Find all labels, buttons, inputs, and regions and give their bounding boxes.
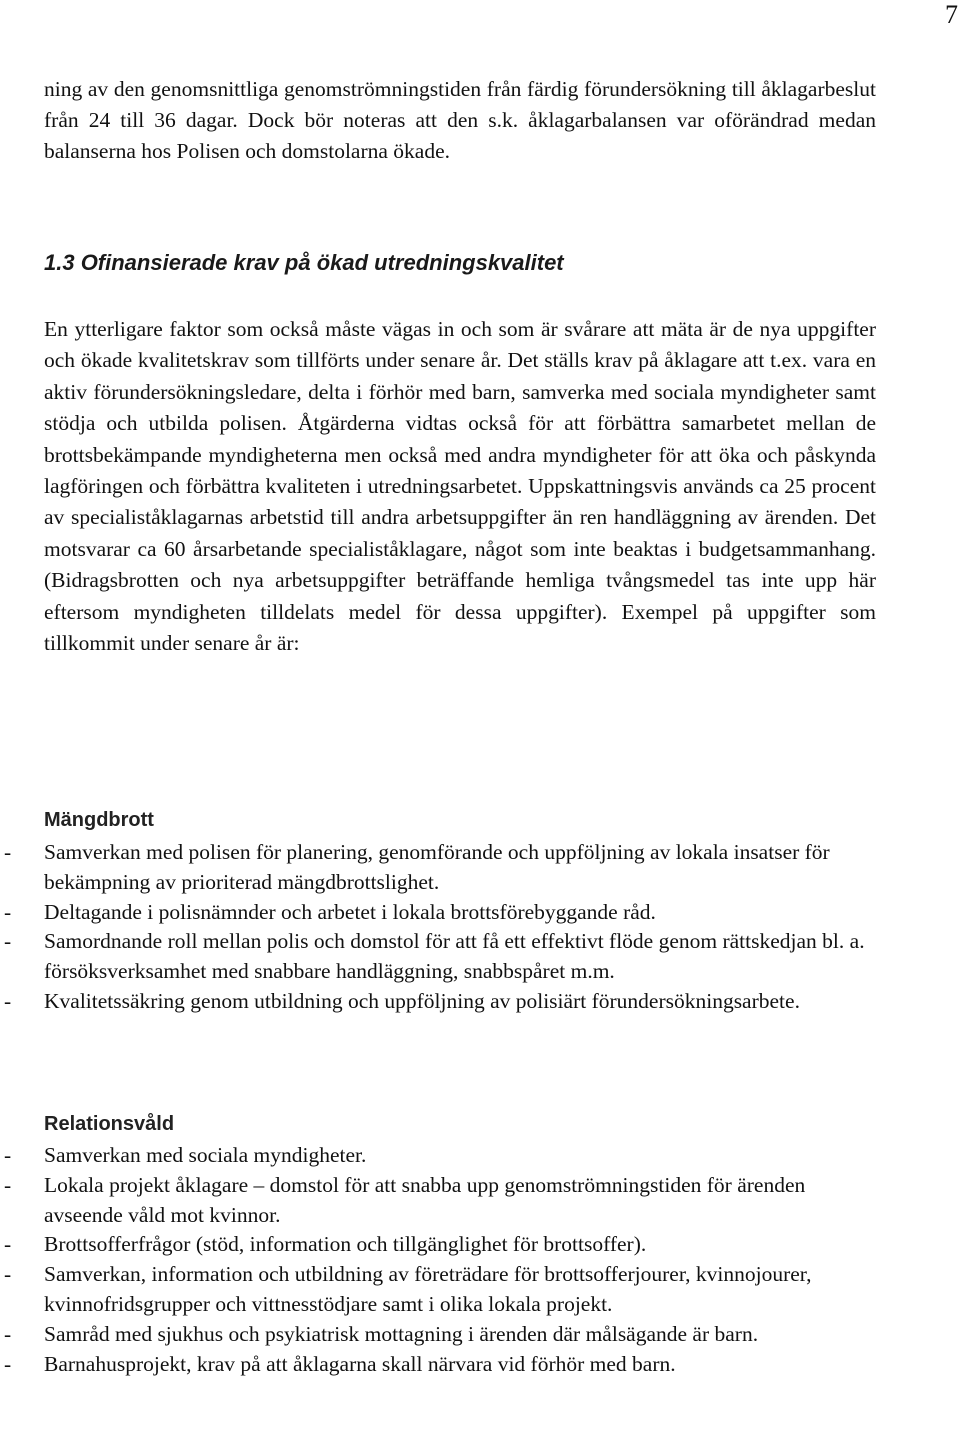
list-item <box>4 1230 876 1260</box>
subheading-mangdbrott: Mängdbrott <box>44 809 154 831</box>
list-item-text: Samverkan med polisen för planering, genomförande och uppföljning av lokala insatser för bekämpning av prioriterad mängdbrottslighet. <box>44 840 830 894</box>
dash-bullet: - <box>4 1143 12 1167</box>
list-item-text: Barnahusprojekt, krav på att åklagarna skall närvara vid förhör med barn. <box>44 1351 676 1376</box>
dash-bullet: - <box>4 899 12 924</box>
list-item-text: Lokala projekt åklagare – domstol för att snabba upp genomströmningstiden för ärenden avseende våld mot kvinnor. <box>44 1172 806 1227</box>
dash-bullet: - <box>4 1232 12 1257</box>
list-item <box>4 1350 876 1380</box>
list-mangdbrott <box>4 838 876 1017</box>
list-item <box>4 1141 876 1171</box>
dash-bullet: - <box>4 1351 12 1376</box>
list-item <box>4 927 876 987</box>
dash-bullet: - <box>4 1172 12 1197</box>
dash-bullet: - <box>4 1262 12 1287</box>
list-item-text: Kvalitetssäkring genom utbildning och uppföljning av polisiärt förundersökningsarbete. <box>44 988 800 1013</box>
page-number: 7 <box>945 0 958 29</box>
list-item-text: Samordnande roll mellan polis och domstol för att få ett effektivt flöde genom rättskedjan bl. a. försöksverksamhet med snabbare handläggning, snabbspåret m.m. <box>44 929 865 984</box>
list-item <box>4 898 876 928</box>
list-item <box>4 1320 876 1350</box>
intro-paragraph: ning av den genomsnittliga genomströmningstiden från färdig förundersökning till åklagarbeslut från 24 till 36 dagar. Dock bör noteras att den s.k. åklagarbalansen var oförändrad medan balanserna hos Polisen och domstolarna ökade. <box>44 77 876 163</box>
list-item <box>4 838 876 898</box>
list-item-text: Brottsofferfrågor (stöd, information och tillgänglighet för brottsoffer). <box>44 1232 647 1257</box>
section-heading: 1.3 Ofinansierade krav på ökad utredningskvalitet <box>44 250 564 275</box>
list-item <box>4 987 876 1017</box>
list-item <box>4 1260 876 1320</box>
list-item-text: Samverkan, information och utbildning av företrädare för brottsofferjourer, kvinnojourer, kvinnofridsgrupper och vittnesstödjare samt i olika lokala projekt. <box>44 1262 812 1316</box>
list-item-text: Samverkan med sociala myndigheter. <box>44 1143 367 1167</box>
section-paragraph: En ytterligare faktor som också måste vägas in och som är svårare att mäta är de nya uppgifter och ökade kvalitetskrav som tillförts under senare år. Det ställs krav på åklagare att t.ex. vara en aktiv förundersökningsledare, delta i förhör med barn, samverka med sociala myndigheter samt stödja och utbilda polisen. Åtgärderna vidtas också för att förbättra samarbetet mellan de brottsbekämpande myndigheterna men också med andra myndigheter för att öka och påskynda lagföringen och förbättra kvaliteten i utredningsarbetet. Uppskattningsvis används ca 25 procent av specialiståklagarnas arbetstid till andra arbetsuppgifter än ren handläggning av ärenden. Det motsvarar ca 60 årsarbetande specialiståklagare, något som inte beaktas i budgetsammanhang. (Bidragsbrotten och nya arbetsuppgifter beträffande hemliga tvångsmedel tas inte upp här eftersom myndigheten tilldelats medel för dessa uppgifter). Exempel på uppgifter som tillkommit under senare år är: <box>44 317 876 656</box>
dash-bullet: - <box>4 929 12 954</box>
list-item <box>4 1171 876 1231</box>
list-relationsvald <box>4 1141 876 1379</box>
dash-bullet: - <box>4 840 12 864</box>
subheading-relationsvald: Relationsvåld <box>44 1113 175 1135</box>
list-item-text: Samråd med sjukhus och psykiatrisk mottagning i ärenden där målsägande är barn. <box>44 1321 759 1346</box>
dash-bullet: - <box>4 988 12 1013</box>
dash-bullet: - <box>4 1321 12 1346</box>
list-item-text: Deltagande i polisnämnder och arbetet i lokala brottsförebyggande råd. <box>44 899 656 924</box>
